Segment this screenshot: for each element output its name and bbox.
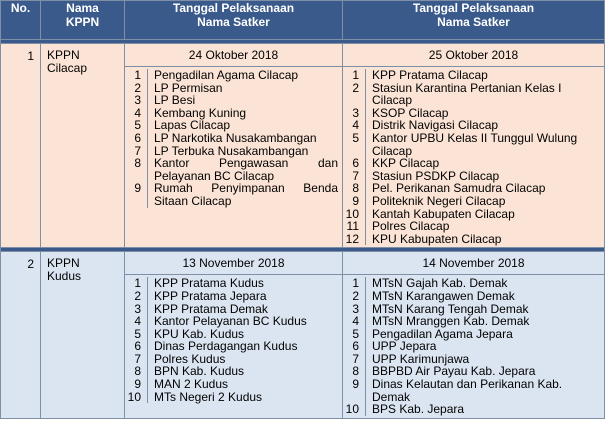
kppn-name	[41, 44, 125, 248]
header-no: No.	[1, 1, 41, 40]
list-item	[343, 69, 604, 82]
list-item-number: 3	[343, 303, 366, 316]
list-item-number: 9	[343, 378, 366, 403]
list-item-number: 6	[125, 132, 148, 145]
list-item	[343, 195, 604, 208]
list-item	[125, 290, 342, 303]
list-item	[125, 182, 342, 207]
list-item-name: Pengadilan Agama Jepara	[372, 326, 513, 341]
list-item-name: BPS Kab. Jepara	[372, 402, 465, 417]
list-item-number: 5	[343, 132, 366, 157]
list-item-name: Polres Cilacap	[372, 219, 450, 234]
list-item-name: MTsN Karangawen Demak	[372, 288, 515, 303]
list-item-name: LP Besi	[154, 93, 196, 108]
header-date-1	[125, 1, 343, 40]
list-item-number: 1	[125, 69, 148, 82]
list-item	[125, 94, 342, 107]
list-item-name: Distrik Navigasi Cilacap	[372, 118, 499, 133]
list-item	[125, 340, 342, 353]
list-item	[343, 378, 604, 403]
list-item	[343, 220, 604, 233]
list-item	[125, 69, 342, 82]
list1-cell	[125, 275, 343, 419]
list-item	[343, 315, 604, 328]
list-item-number: 4	[343, 119, 366, 132]
kppn-name	[41, 252, 125, 419]
list-item-name: MTsN Karang Tengah Demak	[372, 301, 529, 316]
list-item-name: Politeknik Negeri Cilacap	[372, 193, 506, 208]
list-item-name: Kantor Pelayanan BC Kudus	[154, 314, 307, 329]
list-item	[343, 132, 604, 157]
list-item-name: Dinas Perdagangan Kudus	[154, 339, 298, 354]
list-item-name: KPP Pratama Cilacap	[372, 68, 488, 82]
list-item-name: LP Terbuka Nusakambangan	[154, 143, 309, 158]
list-item-name: KPP Pratama Kudus	[154, 276, 264, 291]
list-item-number: 10	[343, 403, 366, 416]
list-item-number: 2	[125, 290, 148, 303]
list-item-name: KPP Pratama Jepara	[154, 288, 267, 303]
list-item-number: 3	[125, 303, 148, 316]
satker-list	[125, 69, 342, 208]
list-item-number: 6	[343, 340, 366, 353]
list-item-name: Kantor Pengawasan dan Pelayanan BC Cilacap	[154, 156, 338, 183]
list-item-number: 8	[343, 365, 366, 378]
list-item-number: 7	[125, 353, 148, 366]
list-item	[125, 378, 342, 391]
list-item-name: UPP Jepara	[372, 339, 437, 354]
date-row	[1, 44, 605, 67]
list-item-number: 4	[343, 315, 366, 328]
date-2: 14 November 2018	[343, 252, 605, 275]
list-item-name: UPP Karimunjawa	[372, 351, 470, 366]
list-item-name: KPU Kab. Kudus	[154, 326, 245, 341]
list-item	[343, 82, 604, 107]
list-item-name: LP Narkotika Nusakambangan	[154, 130, 317, 145]
list-item	[343, 157, 604, 170]
satker-list	[125, 277, 342, 403]
kppn-name-text: KPPN Cilacap	[47, 48, 88, 75]
list-item-number: 10	[125, 391, 148, 404]
list-item-name: LP Permisan	[154, 80, 223, 95]
list-item-number: 7	[343, 353, 366, 366]
list-item	[343, 340, 604, 353]
list-item-name: Polres Kudus	[154, 351, 226, 366]
list-item-number: 8	[343, 182, 366, 195]
list2-cell	[343, 67, 605, 248]
list-item-number: 3	[343, 107, 366, 120]
list-item-number: 5	[343, 328, 366, 341]
list2-cell	[343, 275, 605, 419]
list-item-name: KPU Kabupaten Cilacap	[372, 231, 502, 246]
list-item-number: 9	[125, 182, 148, 207]
list-item-name: Kantor UPBU Kelas II Tunggul Wulung Cilacap	[372, 130, 578, 158]
list-item-number: 8	[125, 365, 148, 378]
list-item-name: KKP Cilacap	[372, 156, 440, 171]
list-item-number: 2	[125, 82, 148, 95]
list-item-number: 12	[343, 233, 366, 246]
list-item-number: 2	[343, 290, 366, 303]
list-item-name: MTsN Mranggen Kab. Demak	[372, 314, 530, 329]
header-date-1-text: Tanggal Pelaksanaan Nama Satker	[172, 1, 295, 29]
list-item-number: 3	[125, 94, 148, 107]
header-date-2-text: Tanggal Pelaksanaan Nama Satker	[412, 1, 535, 29]
list-item	[125, 157, 342, 182]
list-item-number: 6	[125, 340, 148, 353]
row-number: 1	[1, 44, 41, 248]
list-item	[125, 391, 342, 404]
list-item-name: Pel. Perikanan Samudra Cilacap	[372, 181, 546, 196]
list-item-number: 7	[125, 145, 148, 158]
list-item-number: 1	[343, 69, 366, 82]
list-item-name: BPN Kab. Kudus	[154, 364, 245, 379]
list-item-name: Kantah Kabupaten Cilacap	[372, 206, 515, 221]
list-item-number: 5	[125, 119, 148, 132]
kppn-name-text: KPPN Kudus	[47, 256, 82, 284]
list-item-number: 4	[125, 315, 148, 328]
list-item-name: Lapas Cilacap	[154, 118, 231, 133]
list-item-number: 1	[343, 277, 366, 290]
list-item-name: BBPBD Air Payau Kab. Jepara	[372, 364, 536, 379]
list-item-name: Dinas Kelautan dan Perikanan Kab. Demak	[372, 377, 563, 404]
list-item-number: 10	[343, 208, 366, 221]
list-item-name: Stasiun Karantina Pertanian Kelas I Cilacap	[372, 80, 562, 108]
list-item	[125, 315, 342, 328]
list-item-number: 7	[343, 170, 366, 183]
date-1: 13 November 2018	[125, 252, 343, 275]
list-item-number: 2	[343, 82, 366, 107]
list1-cell	[125, 67, 343, 248]
header-date-2	[343, 1, 605, 40]
list-item-name: Kembang Kuning	[154, 105, 247, 120]
list-item-name: MAN 2 Kudus	[154, 377, 229, 392]
list-item-name: Pengadilan Agama Cilacap	[154, 68, 299, 82]
header-kppn	[41, 1, 125, 40]
satker-list	[343, 277, 604, 416]
list-item-name: MTsN Gajah Kab. Demak	[372, 276, 508, 291]
list-item-number: 9	[343, 195, 366, 208]
list-item	[343, 290, 604, 303]
list-item-name: Rumah Penyimpanan Benda Sitaan Cilacap	[154, 181, 338, 208]
date-row	[1, 252, 605, 275]
list-item-number: 5	[125, 328, 148, 341]
list-item-name: KPP Pratama Demak	[154, 301, 268, 316]
list-item-number: 8	[125, 157, 148, 182]
list-item	[125, 132, 342, 145]
list-item-number: 4	[125, 107, 148, 120]
list-item	[343, 403, 604, 416]
list-item-number: 1	[125, 277, 148, 290]
list-item-number: 11	[343, 220, 366, 233]
list-item-name: Stasiun PSDKP Cilacap	[372, 168, 500, 183]
list-item-name: MTs Negeri 2 Kudus	[154, 389, 263, 404]
list-item-number: 6	[343, 157, 366, 170]
date-1: 24 Oktober 2018	[125, 44, 343, 67]
satker-list	[343, 69, 604, 245]
header-row	[1, 1, 605, 40]
header-kppn-text: Nama KPPN	[65, 1, 100, 29]
list-item	[343, 233, 604, 246]
date-2: 25 Oktober 2018	[343, 44, 605, 67]
row-number: 2	[1, 252, 41, 419]
list-item-name: KSOP Cilacap	[372, 105, 449, 120]
list-item-number: 9	[125, 378, 148, 391]
